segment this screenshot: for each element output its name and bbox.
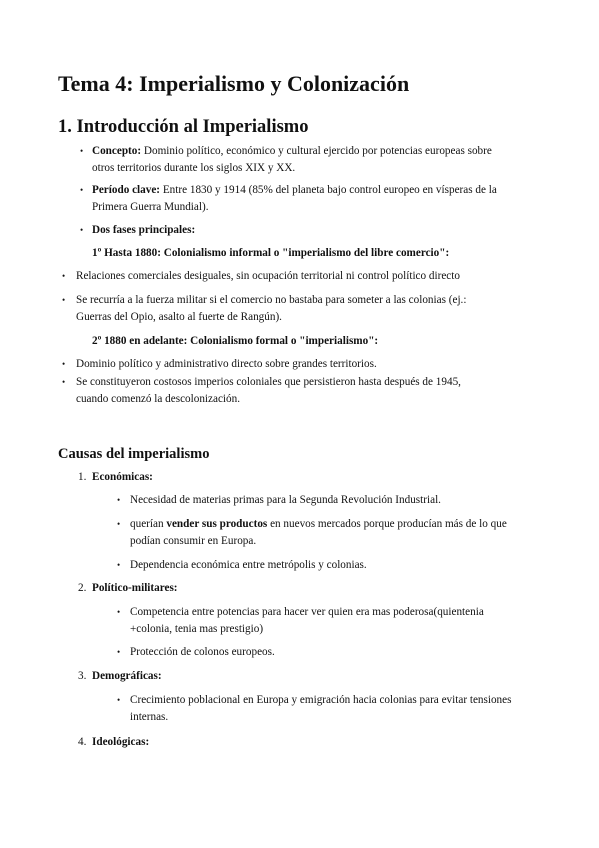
bullet-icon: •	[62, 295, 66, 305]
periodo-line2: Primera Guerra Mundial).	[92, 201, 209, 213]
bullet-icon: •	[117, 695, 121, 705]
causa-economicas-label	[92, 469, 153, 486]
fase2-item1: Dominio político y administrativo directo sobre grandes territorios.	[76, 358, 377, 370]
economicas-item2-post: en nuevos mercados porque producían más de lo que	[270, 518, 507, 530]
concepto-line2: otros territorios durante los siglos XIX y XX.	[92, 162, 296, 174]
page-title: Tema 4: Imperialismo y Colonización	[58, 71, 410, 96]
economicas-item2-line1	[130, 516, 507, 533]
economicas-item2-line2: podían consumir en Europa.	[130, 535, 257, 547]
concepto-text: Dominio político, económico y cultural ejercido por potencias europeas sobre	[143, 145, 492, 157]
fase1-item2-line2: Guerras del Opio, asalto al fuerte de Rangún).	[76, 311, 282, 323]
section-heading-causas: Causas del imperialismo	[58, 446, 210, 462]
demograficas-item1-line1: Crecimiento poblacional en Europa y emigración hacia colonias para evitar tensiones	[130, 694, 512, 706]
politico-item2: Protección de colonos europeos.	[130, 646, 275, 658]
concepto-line1	[92, 143, 492, 160]
causa-politico-label	[92, 580, 178, 597]
causa-ideologicas-label	[92, 734, 149, 751]
bullet-icon: •	[117, 495, 121, 505]
economicas-item3: Dependencia económica entre metrópolis y colonias.	[130, 559, 367, 571]
bullet-icon: •	[117, 647, 121, 657]
causa-ideologicas-label-text: Ideológicas:	[92, 736, 150, 748]
fases-label-text: Dos fases principales:	[92, 224, 196, 236]
causa-economicas-label-text: Económicas:	[92, 471, 153, 483]
economicas-item2-pre: querían	[130, 518, 164, 530]
fase2-item2-line2: cuando comenzó la descolonización.	[76, 393, 241, 405]
bullet-icon: •	[80, 185, 84, 195]
periodo-line1	[92, 182, 497, 199]
bullet-icon: •	[117, 519, 121, 529]
periodo-text: Entre 1830 y 1914 (85% del planeta bajo control europeo en vísperas de la	[162, 184, 497, 196]
economicas-item2-bold: vender sus productos	[166, 518, 268, 530]
periodo-label: Período clave:	[92, 184, 161, 196]
concepto-label: Concepto:	[92, 145, 142, 157]
list-number: 1.	[78, 471, 87, 483]
section-heading-introduccion: 1. Introducción al Imperialismo	[58, 117, 309, 137]
fase2-heading	[92, 333, 378, 350]
fase1-heading	[92, 245, 449, 262]
causa-demograficas-label	[92, 668, 162, 685]
demograficas-item1-line2: internas.	[130, 711, 169, 723]
economicas-item1: Necesidad de materias primas para la Segunda Revolución Industrial.	[130, 494, 441, 506]
bullet-icon: •	[117, 560, 121, 570]
list-number: 3.	[78, 670, 87, 682]
bullet-icon: •	[62, 359, 66, 369]
bullet-icon: •	[80, 225, 84, 235]
list-number: 2.	[78, 582, 87, 594]
bullet-icon: •	[62, 271, 66, 281]
fase1-item1: Relaciones comerciales desiguales, sin ocupación territorial ni control político directo	[76, 270, 460, 282]
fase1-item2-line1: Se recurría a la fuerza militar si el comercio no bastaba para someter a las colonias (ej.:	[76, 294, 467, 306]
causa-politico-label-text: Político-militares:	[92, 582, 178, 594]
politico-item1-line1: Competencia entre potencias para hacer ver quien era mas poderosa(quientenia	[130, 606, 484, 618]
bullet-icon: •	[80, 146, 84, 156]
fases-label	[92, 222, 195, 239]
politico-item1-line2: +colonia, tenia mas prestigio)	[130, 623, 264, 635]
bullet-icon: •	[62, 377, 66, 387]
bullet-icon: •	[117, 607, 121, 617]
causa-demograficas-label-text: Demográficas:	[92, 670, 162, 682]
fase2-heading-text: 2º 1880 en adelante: Colonialismo formal o "imperialismo":	[92, 335, 379, 347]
fase2-item2-line1: Se constituyeron costosos imperios coloniales que persistieron hasta después de 1945,	[76, 376, 461, 388]
fase1-heading-text: 1º Hasta 1880: Colonialismo informal o "imperialismo del libre comercio":	[92, 247, 450, 259]
list-number: 4.	[78, 736, 87, 748]
